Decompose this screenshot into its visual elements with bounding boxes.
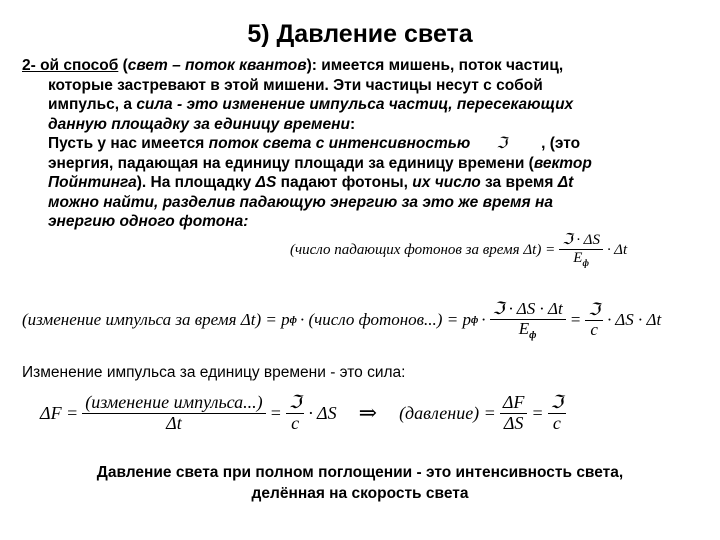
formula-tail: · ΔS xyxy=(308,402,337,423)
paragraph-line-5 xyxy=(22,134,712,154)
text-fragment: ). На площадку xyxy=(136,174,256,191)
text-fragment: за время xyxy=(480,174,558,191)
numerator: ℑ xyxy=(286,393,305,414)
equals-sign: = xyxy=(531,402,544,423)
denominator: ΔS xyxy=(503,412,524,433)
paragraph-line-2: которые застревают в этой мишени. Эти частицы несут с собой xyxy=(48,76,543,94)
paragraph-line-8 xyxy=(22,193,712,213)
formula-lhs: (изменение импульса за время Δt) = p xyxy=(22,310,290,330)
text-fragment: энергия, падающая на единицу площади за единицу времени ( xyxy=(48,154,534,172)
pressure-lhs: (давление) = xyxy=(399,402,496,423)
equals-sign: = xyxy=(569,310,582,330)
time-symbol: Δt xyxy=(557,174,574,191)
conclusion-line-2: делённая на скорость света xyxy=(251,485,469,502)
denominator: Δt xyxy=(166,412,182,433)
text-fragment: ): имеется мишень, поток частиц, xyxy=(306,57,564,74)
text-fragment: свет – поток квантов xyxy=(127,57,307,74)
denominator xyxy=(570,250,592,269)
fraction xyxy=(548,393,567,434)
numerator: ℑ · ΔS xyxy=(559,232,603,250)
formula-lhs: (число падающих фотонов за время Δt) = xyxy=(290,241,556,258)
text-fragment: вектор xyxy=(533,154,592,172)
fraction xyxy=(585,301,603,339)
operator: · xyxy=(481,310,486,330)
denominator: c xyxy=(590,319,598,339)
formula-force-pressure xyxy=(40,393,570,434)
energy-symbol: E xyxy=(573,249,583,266)
fraction xyxy=(286,393,305,434)
fraction xyxy=(490,300,566,341)
force-statement: Изменение импульса за единицу времени - это сила: xyxy=(22,364,406,381)
paragraph-line-4 xyxy=(22,115,712,135)
conclusion xyxy=(0,462,720,504)
formula-lhs: ΔF = xyxy=(40,402,79,423)
fraction xyxy=(82,393,265,434)
denominator xyxy=(516,320,540,341)
numerator: ℑ xyxy=(548,393,567,414)
fraction xyxy=(500,393,528,434)
paragraph-line-9 xyxy=(22,212,712,232)
subscript: ф xyxy=(470,314,479,326)
text-fragment: сила - это изменение импульса частиц, пересекающих xyxy=(136,96,574,113)
text-fragment: данную площадку за единицу времени xyxy=(48,115,350,133)
energy-symbol: E xyxy=(518,318,530,338)
intensity-symbol: ℑ xyxy=(496,134,508,152)
numerator: (изменение импульса...) xyxy=(82,393,265,414)
numerator: ℑ · ΔS · Δt xyxy=(490,300,566,320)
fraction xyxy=(559,232,603,268)
subscript: ф xyxy=(289,314,297,326)
text-fragment: , (это xyxy=(541,135,581,152)
text-fragment: : xyxy=(349,115,356,133)
formula-middle: · (число фотонов...) = p xyxy=(299,310,471,330)
paragraph-line-3 xyxy=(22,95,712,115)
conclusion-line-1: Давление света при полном поглощении - это интенсивность света, xyxy=(96,464,624,481)
area-symbol: ΔS xyxy=(255,174,277,191)
formula-tail: · ΔS · Δt xyxy=(607,310,662,330)
text-fragment: можно найти, разделив падающую энергию за это же время на xyxy=(48,193,553,211)
text-fragment: их число xyxy=(412,174,481,191)
denominator: c xyxy=(552,412,561,433)
text-fragment: поток света с интенсивностью xyxy=(208,135,471,152)
slide-title: 5) Давление света xyxy=(247,20,473,48)
paragraph-line-7 xyxy=(22,173,712,193)
text-fragment: энергию одного фотона: xyxy=(48,213,249,230)
formula-momentum-change xyxy=(22,300,661,341)
paragraph-line-1 xyxy=(22,56,712,76)
formula-tail: · Δt xyxy=(606,241,628,258)
denominator: c xyxy=(291,412,300,433)
numerator: ℑ xyxy=(585,301,603,321)
text-fragment: Пусть у нас имеется xyxy=(48,135,209,152)
numerator: ΔF xyxy=(500,393,528,414)
text-fragment: падают фотоны, xyxy=(276,174,413,191)
equals-sign: = xyxy=(269,402,282,423)
formula-photon-count xyxy=(290,232,627,268)
text-fragment: Пойнтинга xyxy=(48,174,137,191)
subscript: ф xyxy=(582,257,589,268)
method-label: 2- ой способ xyxy=(22,57,119,74)
main-paragraph xyxy=(22,56,712,232)
subscript: ф xyxy=(529,329,537,341)
text-fragment: ( xyxy=(118,57,128,74)
implies-arrow-icon: ⇒ xyxy=(358,400,378,426)
text-fragment: импульс, а xyxy=(48,96,137,113)
paragraph-line-6 xyxy=(22,154,712,174)
